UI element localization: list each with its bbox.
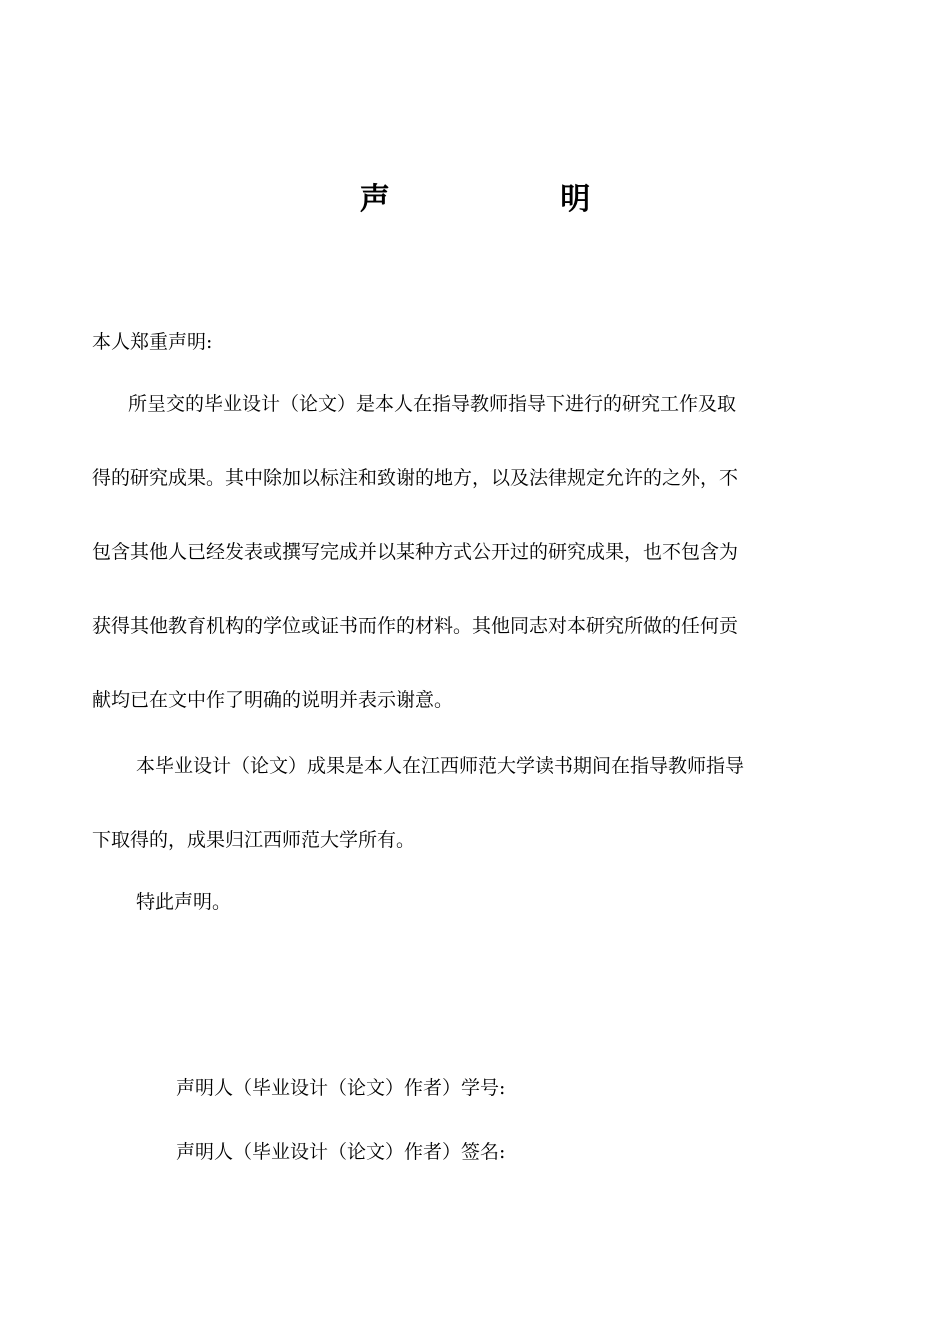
- page-title: 声 明: [359, 182, 671, 217]
- declaration-paragraph-originality: [92, 390, 862, 760]
- student-id-field-label: 声明人（毕业设计（论文）作者）学号:: [176, 1077, 506, 1099]
- paragraph-line: 本毕业设计（论文）成果是本人在江西师范大学读书期间在指导教师指导: [136, 755, 745, 777]
- paragraph-line: 献均已在文中作了明确的说明并表示谢意。: [92, 689, 454, 711]
- paragraph-line: 得的研究成果。其中除加以标注和致谢的地方，以及法律规定允许的之外，不: [92, 467, 739, 489]
- paragraph-line: 所呈交的毕业设计（论文）是本人在指导教师指导下进行的研究工作及取: [128, 393, 737, 415]
- declaration-paragraph-ownership: [92, 752, 862, 900]
- paragraph-line: 下取得的，成果归江西师范大学所有。: [92, 829, 416, 851]
- declaration-paragraph-closing: [92, 888, 862, 962]
- intro-statement: 本人郑重声明:: [92, 331, 213, 353]
- paragraph-line: 包含其他人已经发表或撰写完成并以某种方式公开过的研究成果，也不包含为: [92, 541, 739, 563]
- paragraph-line: 特此声明。: [136, 891, 232, 913]
- signature-field-label: 声明人（毕业设计（论文）作者）签名:: [176, 1141, 506, 1163]
- paragraph-line: 获得其他教育机构的学位或证书而作的材料。其他同志对本研究所做的任何贡: [92, 615, 739, 637]
